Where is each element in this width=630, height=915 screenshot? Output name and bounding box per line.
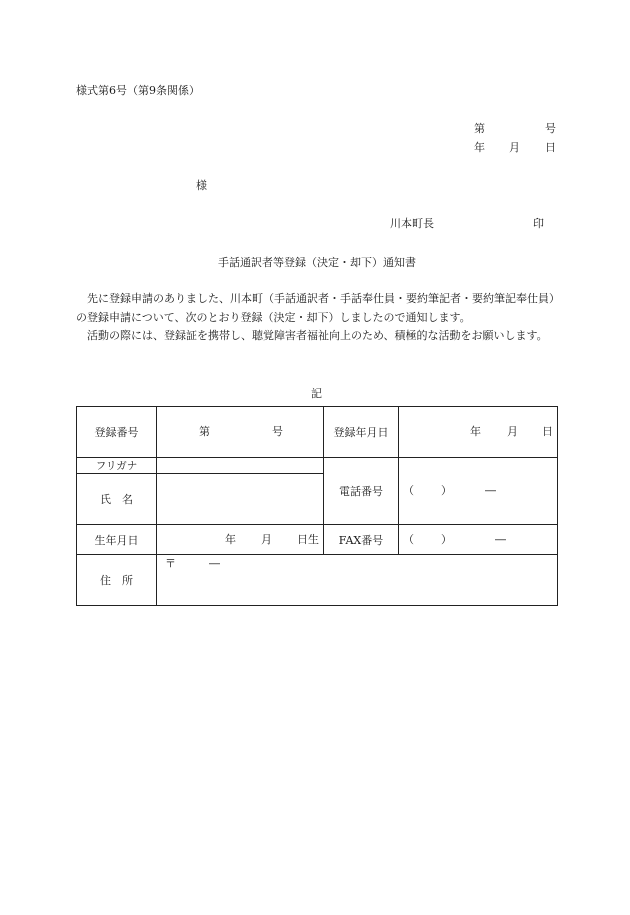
fax-open-paren: （: [403, 533, 414, 546]
ki-heading: 記: [311, 387, 322, 400]
furigana-label: フリガナ: [77, 458, 157, 474]
furigana-field[interactable]: [157, 458, 324, 474]
birth-label: 生年月日: [77, 525, 157, 555]
phone-label: 電話番号: [324, 458, 399, 525]
fax-dash: ―: [495, 533, 506, 546]
issue-date-day: 日: [545, 141, 556, 154]
phone-open-paren: （: [403, 484, 414, 497]
form-label: 様式第6号（第9条関係）: [76, 84, 200, 97]
postal-dash: ―: [209, 557, 220, 570]
addressee-suffix: 様: [196, 179, 207, 192]
address-label: 住 所: [77, 555, 157, 606]
reg-number-field[interactable]: [157, 407, 324, 458]
birth-month: 月: [261, 533, 272, 546]
fax-label: FAX番号: [324, 525, 399, 555]
table-row: [77, 458, 558, 474]
phone-field[interactable]: [399, 458, 558, 525]
reg-date-field[interactable]: [399, 407, 558, 458]
reg-date-label: 登録年月日: [324, 407, 399, 458]
reg-number-go: 号: [272, 425, 283, 438]
reg-number-label: 登録番号: [77, 407, 157, 458]
table-row: [77, 555, 558, 606]
fax-close-paren: ）: [441, 533, 452, 546]
issue-date-month: 月: [509, 141, 520, 154]
birth-year: 年: [225, 533, 236, 546]
reg-date-month: 月: [507, 425, 518, 438]
document-title: 手話通訳者等登録（決定・却下）通知書: [218, 256, 416, 269]
postal-mark: 〒: [165, 557, 176, 570]
table-row: [77, 525, 558, 555]
phone-close-paren: ）: [441, 484, 452, 497]
issuer-title: 川本町長: [390, 217, 434, 230]
seal-mark: 印: [533, 217, 544, 230]
reg-date-year: 年: [470, 425, 481, 438]
birth-day: 日生: [297, 533, 319, 546]
name-field[interactable]: [157, 474, 324, 525]
document-number-prefix: 第: [474, 122, 485, 135]
address-field[interactable]: [157, 555, 558, 606]
body-text: [76, 290, 558, 346]
body-paragraph-1: 先に登録申請のありました、川本町（手話通訳者・手話奉仕員・要約筆記者・要約筆記奉仕員）の登録申請について、次のとおり登録（決定・却下）しましたので通知します。: [76, 292, 555, 324]
reg-date-day: 日: [542, 425, 553, 438]
issue-date-year: 年: [474, 141, 485, 154]
registration-table: [76, 406, 558, 606]
fax-field[interactable]: [399, 525, 558, 555]
table-row: [77, 407, 558, 458]
body-paragraph-2: 活動の際には、登録証を携帯し、聴覚障害者福祉向上のため、積極的な活動をお願いします。: [87, 329, 548, 342]
reg-number-dai: 第: [199, 425, 210, 438]
name-label: 氏 名: [77, 474, 157, 525]
phone-dash: ―: [485, 484, 496, 497]
document-number-suffix: 号: [545, 122, 556, 135]
birth-field[interactable]: [157, 525, 324, 555]
